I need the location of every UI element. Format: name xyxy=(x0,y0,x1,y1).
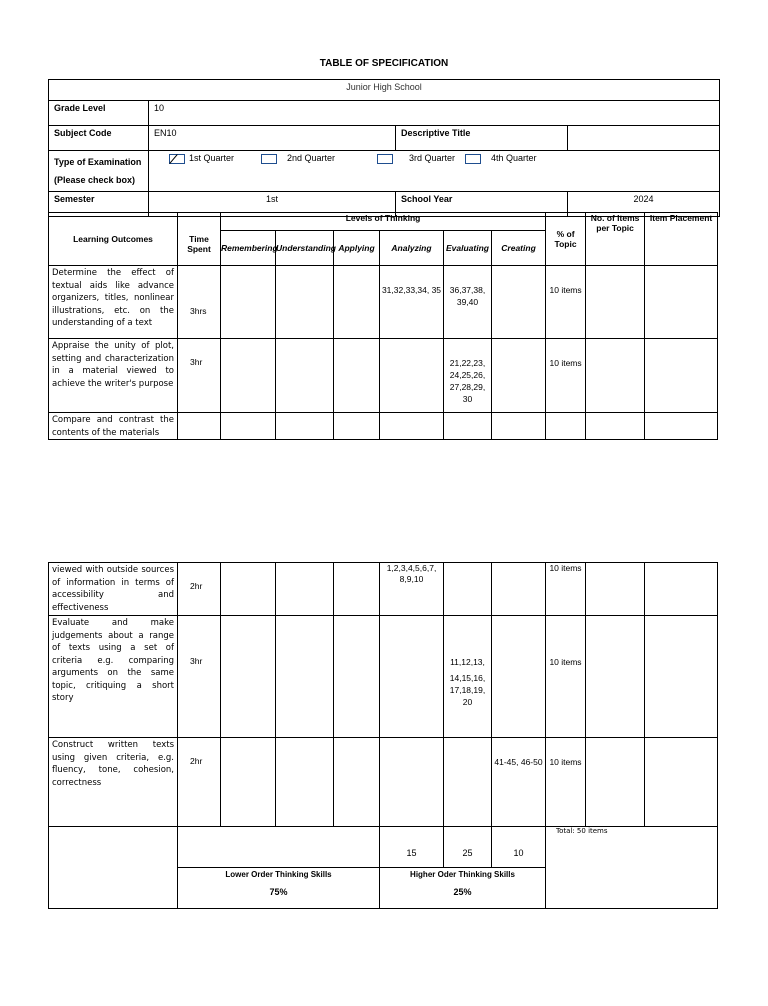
header-understanding: Understanding xyxy=(276,231,334,266)
applying-cell xyxy=(334,738,380,827)
learning-outcome xyxy=(49,413,178,440)
document-title: TABLE OF SPECIFICATION xyxy=(319,58,449,69)
understanding-cell xyxy=(276,266,334,339)
total-items-cell xyxy=(546,827,718,909)
understanding-cell xyxy=(276,616,334,738)
analyzing-cell xyxy=(380,738,444,827)
understanding-cell xyxy=(276,413,334,440)
evaluating-cell: 21,22,23, 24,25,26, 27,28,29, 30 xyxy=(444,339,492,413)
percent-topic-cell xyxy=(546,413,586,440)
header-item-placement: Item Placement xyxy=(645,213,718,266)
remembering-cell xyxy=(221,616,276,738)
header-remembering: Remembering xyxy=(221,231,276,266)
time-spent: 2hr xyxy=(178,563,221,616)
header-analyzing: Analyzing xyxy=(380,231,444,266)
spec-table-part-2 xyxy=(48,562,718,909)
learning-outcome: Determine the effect of textual aids like advance organizers, titles, nonlinear illustrations, etc. on the understanding of a text xyxy=(49,266,178,339)
table-row xyxy=(49,616,718,738)
applying-cell xyxy=(334,413,380,440)
descriptive-title-value xyxy=(568,126,720,151)
school-year-value: 2024 xyxy=(568,192,720,217)
no-items-cell xyxy=(586,413,645,440)
item-placement-cell xyxy=(645,738,718,827)
lower-order-value: 75% xyxy=(269,887,288,897)
creating-cell xyxy=(492,339,546,413)
lower-order-label: Lower Order Thinking Skills xyxy=(225,870,332,879)
totals-blank-cell xyxy=(49,827,178,909)
creating-cell xyxy=(492,563,546,616)
table-row xyxy=(49,266,718,339)
lower-order-cell xyxy=(178,868,380,909)
understanding-cell xyxy=(276,738,334,827)
time-spent: 3hr xyxy=(178,339,221,413)
header-evaluating: Evaluating xyxy=(444,231,492,266)
quarter-label: 1st Quarter xyxy=(189,153,235,163)
applying-cell xyxy=(334,616,380,738)
creating-cell xyxy=(492,413,546,440)
header-levels-of-thinking: Levels of Thinking xyxy=(221,213,546,231)
item-placement-cell xyxy=(645,266,718,339)
total-items-label: Total: 50 items xyxy=(556,827,608,835)
semester-value: 1st xyxy=(149,192,396,217)
quarter-option-3[interactable] xyxy=(377,153,455,164)
learning-outcome: viewed with outside sources of information in terms of accessibility and effectiveness xyxy=(49,563,178,616)
quarter-option-4[interactable] xyxy=(465,153,537,164)
analyzing-cell: 31,32,33,34, 35 xyxy=(380,266,444,339)
applying-cell xyxy=(334,563,380,616)
creating-cell: 41-45, 46-50 xyxy=(492,738,546,827)
analyzing-cell: 1,2,3,4,5,6,7, 8,9,10 xyxy=(380,563,444,616)
quarter-label: 3rd Quarter xyxy=(409,153,456,163)
creating-total: 10 xyxy=(492,827,546,868)
checkbox-icon[interactable] xyxy=(377,154,393,164)
spec-table-part-1 xyxy=(48,212,718,440)
grade-level-value: 10 xyxy=(149,101,720,126)
percent-topic-cell: 10 items xyxy=(546,266,586,339)
analyzing-total: 15 xyxy=(380,827,444,868)
item-placement-cell xyxy=(645,616,718,738)
applying-cell xyxy=(334,339,380,413)
item-placement-cell xyxy=(645,413,718,440)
percent-topic-cell: 10 items xyxy=(546,738,586,827)
quarter-option-1[interactable] xyxy=(169,153,234,164)
higher-order-cell xyxy=(380,868,546,909)
evaluating-cell xyxy=(444,563,492,616)
exam-type-cell xyxy=(49,151,149,192)
lower-order-spacer xyxy=(178,827,380,868)
evaluating-cell xyxy=(444,616,492,738)
evaluating-cell xyxy=(444,413,492,440)
quarter-label: 4th Quarter xyxy=(491,153,537,163)
quarter-option-2[interactable] xyxy=(261,153,335,164)
percent-topic-cell: 10 items xyxy=(546,563,586,616)
learning-outcome: Construct written texts using given criteria, e.g. fluency, tone, cohesion, correctness xyxy=(49,738,178,827)
school-year-label: School Year xyxy=(396,192,568,217)
school-level: Junior High School xyxy=(49,80,720,101)
table-row xyxy=(49,339,718,413)
higher-order-label: Higher Oder Thinking Skills xyxy=(410,870,515,879)
table-row xyxy=(49,413,718,440)
time-spent: 3hr xyxy=(178,616,221,738)
time-spent: 2hr xyxy=(178,738,221,827)
no-items-cell xyxy=(586,616,645,738)
analyzing-cell xyxy=(380,339,444,413)
remembering-cell xyxy=(221,339,276,413)
checkbox-icon[interactable] xyxy=(261,154,277,164)
exam-info-table xyxy=(48,79,720,217)
understanding-cell xyxy=(276,563,334,616)
grade-level-label: Grade Level xyxy=(49,101,149,126)
evaluating-total: 25 xyxy=(444,827,492,868)
time-spent: 3hrs xyxy=(178,266,221,339)
table-row xyxy=(49,738,718,827)
learning-outcome-text: Compare and contrast the contents of the materials xyxy=(52,415,174,438)
quarter-label: 2nd Quarter xyxy=(287,153,336,163)
remembering-cell xyxy=(221,266,276,339)
header-creating: Creating xyxy=(492,231,546,266)
subject-code-label: Subject Code xyxy=(49,126,149,151)
header-percent-topic: % of Topic xyxy=(546,213,586,266)
percent-topic-cell: 10 items xyxy=(546,339,586,413)
analyzing-cell xyxy=(380,616,444,738)
creating-cell xyxy=(492,616,546,738)
learning-outcome: Appraise the unity of plot, setting and characterization in a material viewed to achieve the writer's purpose xyxy=(49,339,178,413)
checked-box-icon[interactable] xyxy=(169,154,185,164)
applying-cell xyxy=(334,266,380,339)
header-time-spent: Time Spent xyxy=(178,213,221,266)
evaluating-cell xyxy=(444,738,492,827)
totals-row xyxy=(49,827,718,868)
evaluating-items-b: 14,15,16, 17,18,19, 20 xyxy=(449,673,486,707)
no-items-cell xyxy=(586,266,645,339)
descriptive-title-label: Descriptive Title xyxy=(396,126,568,151)
header-applying: Applying xyxy=(334,231,380,266)
checkbox-icon[interactable] xyxy=(465,154,481,164)
learning-outcome: Evaluate and make judgements about a range of texts using a set of criteria e.g. comparing arguments on the same topic, critiquing a short story xyxy=(49,616,178,738)
check-box-note: (Please check box) xyxy=(54,175,136,185)
analyzing-cell xyxy=(380,413,444,440)
item-placement-cell xyxy=(645,339,718,413)
no-items-cell xyxy=(586,563,645,616)
item-placement-cell xyxy=(645,563,718,616)
quarter-options xyxy=(149,151,720,192)
evaluating-items-a: 11,12,13, xyxy=(450,657,485,667)
remembering-cell xyxy=(221,738,276,827)
header-learning-outcomes: Learning Outcomes xyxy=(49,213,178,266)
header-no-items: No. of Items per Topic xyxy=(586,213,645,266)
subject-code-value: EN10 xyxy=(149,126,396,151)
understanding-cell xyxy=(276,339,334,413)
table-row xyxy=(49,563,718,616)
creating-cell xyxy=(492,266,546,339)
higher-order-value: 25% xyxy=(453,887,472,897)
remembering-cell xyxy=(221,563,276,616)
remembering-cell xyxy=(221,413,276,440)
evaluating-cell: 36,37,38, 39,40 xyxy=(444,266,492,339)
time-spent xyxy=(178,413,221,440)
percent-topic-cell: 10 items xyxy=(546,616,586,738)
no-items-cell xyxy=(586,738,645,827)
semester-label: Semester xyxy=(49,192,149,217)
exam-type-label: Type of Examination xyxy=(54,157,142,167)
no-items-cell xyxy=(586,339,645,413)
